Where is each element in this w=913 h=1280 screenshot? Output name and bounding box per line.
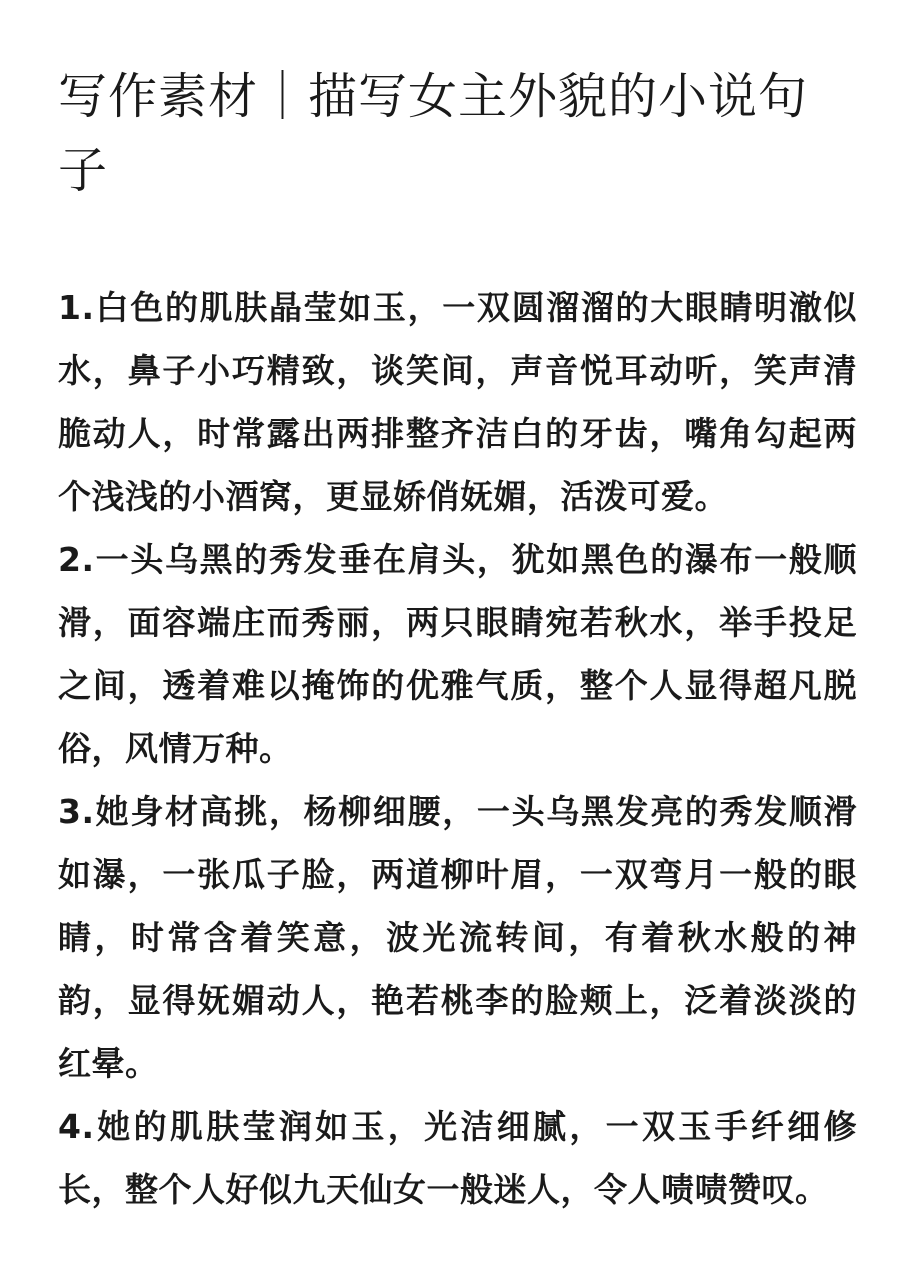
sentence-list: [58, 276, 857, 1221]
article-title: 写作素材｜描写女主外貌的小说句子: [58, 68, 809, 199]
item-number: 1.: [58, 288, 95, 327]
item-number: 2.: [58, 540, 95, 579]
item-text: 她的肌肤莹润如玉，光洁细腻，一双玉手纤细修长，整个人好似九天仙女一般迷人，令人啧啧赞叹。: [58, 1107, 857, 1209]
list-item: [58, 780, 857, 1095]
item-text: 白色的肌肤晶莹如玉，一双圆溜溜的大眼睛明澈似水，鼻子小巧精致，谈笑间，声音悦耳动听，笑声清脆动人，时常露出两排整齐洁白的牙齿，嘴角勾起两个浅浅的小酒窝，更显娇俏妩媚，活泼可爱。: [58, 288, 857, 516]
item-text: 一头乌黑的秀发垂在肩头，犹如黑色的瀑布一般顺滑，面容端庄而秀丽，两只眼睛宛若秋水，举手投足之间，透着难以掩饰的优雅气质，整个人显得超凡脱俗，风情万种。: [58, 540, 857, 768]
item-text: 她身材高挑，杨柳细腰，一头乌黑发亮的秀发顺滑如瀑，一张瓜子脸，两道柳叶眉，一双弯月一般的眼睛，时常含着笑意，波光流转间，有着秋水般的神韵，显得妩媚动人，艳若桃李的脸颊上，泛着淡淡的红晕。: [58, 792, 857, 1083]
list-item: [58, 1095, 857, 1221]
list-item: [58, 276, 857, 528]
list-item: [58, 528, 857, 780]
item-number: 4.: [58, 1107, 95, 1146]
item-number: 3.: [58, 792, 95, 831]
